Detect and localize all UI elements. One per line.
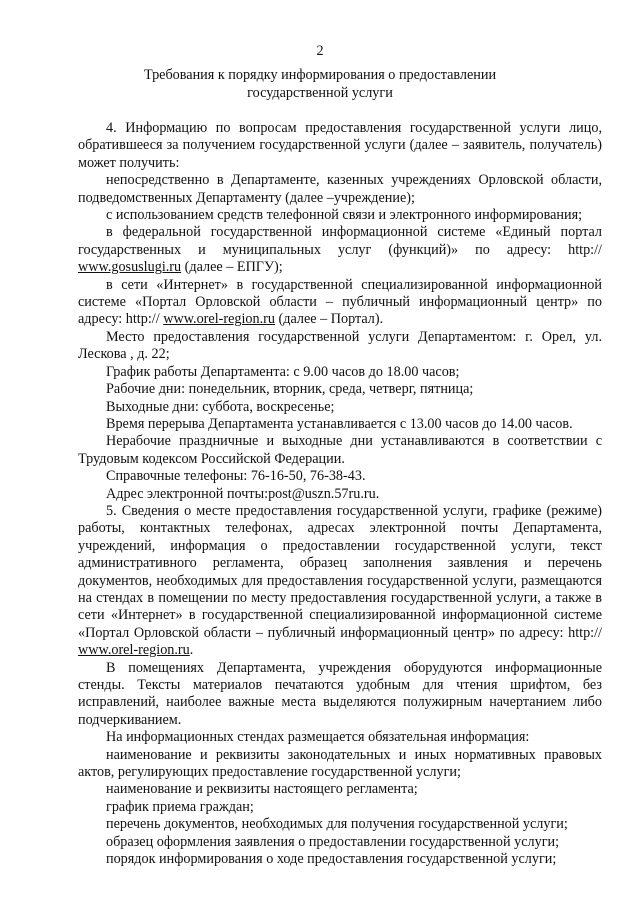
paragraph-portal — [78, 277, 602, 329]
gosuslugi-link[interactable]: www.gosuslugi.ru — [78, 259, 182, 276]
heading-line-2: государственной услуги — [247, 84, 393, 101]
orel-region-link[interactable]: www.orel-region.ru — [163, 311, 275, 328]
paragraph: с использованием средств телефонной связи и электронного информирования; — [106, 207, 583, 224]
link-tail: (далее – Портал). — [274, 311, 384, 328]
paragraph: График работы Департамента: с 9.00 часов до 18.00 часов; — [106, 363, 460, 380]
paragraph-text: в сети «Интернет» в государственной специализированной информационной системе «Портал Орловской области – публичный информационный центр» по адресу: http:// — [78, 276, 602, 328]
paragraph: Выходные дни: суббота, воскресенье; — [106, 398, 335, 415]
paragraph: 4. Информацию по вопросам предоставления государственной услуги лицо, обратившееся за получением государственной услуги (далее – заявитель, получатель) может получить: — [78, 120, 602, 171]
paragraph-text: в федеральной государственной информационной системе «Единый портал государственных и муниципальных услуг (функций)» по адресу: http:// — [78, 224, 602, 258]
paragraph-epgu — [78, 224, 602, 276]
paragraph: На информационных стендах размещается обязательная информация: — [106, 729, 530, 746]
paragraph: Справочные телефоны: 76-16-50, 76-38-43. — [106, 468, 366, 485]
paragraph: непосредственно в Департаменте, казенных учреждениях Орловской области, подведомственных Департаменту (далее –учреждение); — [78, 172, 602, 206]
paragraph: Место предоставления государственной услуги Департаментом: г. Орел, ул. Лескова , д. 22; — [78, 328, 602, 363]
section-heading — [70, 67, 570, 102]
link-tail: (далее – ЕПГУ); — [181, 259, 283, 276]
paragraph-text: 5. Сведения о месте предоставления государственной услуги, графике (режиме) работы, контактных телефонах, адресах электронной почты Департамента, учреждений, информация о предоставлении государственной услуги, текст административного регламента, образец заполнения заявления и перечень документов, необходимых для предоставления государственной услуги, размещаются на стендах в помещении по месту предоставления государственной услуги, а также в сети «Интернет» в государственной специализированной информационной системе «Портал Орловской области – публичный информационный центр» по адресу: http:// — [78, 502, 602, 641]
paragraph: образец оформления заявления о предоставлении государственной услуги; — [106, 833, 560, 850]
paragraph: В помещениях Департамента, учреждения оборудуются информационные стенды. Тексты материалов печатаются удобным для чтения шрифтом, без исправлений, наиболее важные места выделяются полужирным начертанием либо подчеркиванием. — [78, 659, 602, 728]
paragraph-stands — [78, 503, 602, 660]
paragraph: Время перерыва Департамента устанавливается с 13.00 часов до 14.00 часов. — [106, 415, 573, 432]
orel-region-link-2[interactable]: www.orel-region.ru — [78, 642, 190, 659]
paragraph: перечень документов, необходимых для получения государственной услуги; — [106, 816, 568, 833]
paragraph: Нерабочие праздничные и выходные дни устанавливаются в соответствии с Трудовым кодексом Российской Федерации. — [78, 433, 602, 467]
paragraph: наименование и реквизиты законодательных и иных нормативных правовых актов, регулирующих предоставление государственной услуги; — [78, 746, 602, 781]
document-body — [78, 120, 602, 868]
paragraph: Адрес электронной почты:post@uszn.57ru.ru. — [106, 485, 380, 502]
heading-line-1: Требования к порядку информирования о предоставлении — [143, 67, 497, 83]
paragraph: порядок информирования о ходе предоставления государственной услуги; — [106, 851, 557, 868]
paragraph: Рабочие дни: понедельник, вторник, среда, четверг, пятница; — [106, 381, 474, 398]
paragraph: график приема граждан; — [106, 798, 254, 815]
link-tail: . — [189, 642, 194, 659]
page-number: 2 — [316, 43, 324, 59]
paragraph: наименование и реквизиты настоящего регламента; — [106, 781, 418, 798]
